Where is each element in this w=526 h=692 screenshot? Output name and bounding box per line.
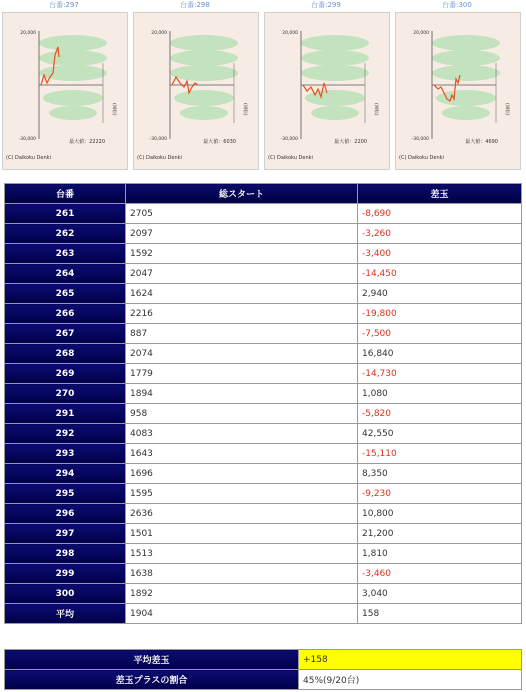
graph-panel <box>133 12 259 170</box>
table-row <box>5 284 522 304</box>
x-axis-label: (回転) <box>373 103 378 116</box>
table-row <box>5 304 522 324</box>
slump-graphs <box>0 0 526 172</box>
slump-graph-300 <box>393 0 521 172</box>
ball-difference-cell: -9,230 <box>358 484 522 504</box>
total-start-cell: 2705 <box>126 204 358 224</box>
summary-table <box>4 649 522 690</box>
y-max-label: 20,000 <box>151 31 167 36</box>
graph-panel <box>2 12 128 170</box>
machine-number-cell: 293 <box>5 444 126 464</box>
table-row <box>5 424 522 444</box>
table-row <box>5 604 522 624</box>
ball-difference-cell: -3,400 <box>358 244 522 264</box>
graph-svg <box>3 13 128 170</box>
ball-difference-cell: -8,690 <box>358 204 522 224</box>
graph-title-link[interactable]: 台番:297 <box>49 1 79 9</box>
graph-title-link[interactable]: 台番:298 <box>180 1 210 9</box>
ball-difference-cell: 1,810 <box>358 544 522 564</box>
table-row <box>5 344 522 364</box>
ball-difference-cell: -14,450 <box>358 264 522 284</box>
y-min-label: -30,000 <box>280 137 298 142</box>
graph-svg <box>265 13 390 170</box>
total-start-cell: 1501 <box>126 524 358 544</box>
table-row <box>5 584 522 604</box>
ball-difference-cell: 16,840 <box>358 344 522 364</box>
machine-number-cell: 300 <box>5 584 126 604</box>
graph-max-value: 最大値：22220 <box>69 139 105 145</box>
machine-number-cell: 296 <box>5 504 126 524</box>
total-start-cell: 1638 <box>126 564 358 584</box>
graph-credit: (C) Daikoku Denki <box>137 155 182 161</box>
machine-number-cell: 262 <box>5 224 126 244</box>
graph-panel <box>395 12 521 170</box>
table-row <box>5 564 522 584</box>
total-start-cell: 2074 <box>126 344 358 364</box>
total-start-cell: 1592 <box>126 244 358 264</box>
ball-difference-cell: -5,820 <box>358 404 522 424</box>
summary-row-plus-ratio <box>5 670 522 690</box>
graph-title-link[interactable]: 台番:299 <box>311 1 341 9</box>
total-start-cell: 887 <box>126 324 358 344</box>
plus-ratio-label: 差玉プラスの割合 <box>5 670 299 690</box>
machine-number-cell: 291 <box>5 404 126 424</box>
x-axis-label: (回転) <box>242 103 247 116</box>
total-start-cell: 1779 <box>126 364 358 384</box>
y-min-label: -30,000 <box>149 137 167 142</box>
machine-number-cell: 268 <box>5 344 126 364</box>
ball-difference-cell: -15,110 <box>358 444 522 464</box>
y-max-label: 20,000 <box>282 31 298 36</box>
machine-number-cell: 265 <box>5 284 126 304</box>
header-machine-number: 台番 <box>5 184 126 204</box>
machine-number-cell: 平均 <box>5 604 126 624</box>
machine-number-cell: 266 <box>5 304 126 324</box>
total-start-cell: 1894 <box>126 384 358 404</box>
table-row <box>5 204 522 224</box>
table-row <box>5 224 522 244</box>
graph-credit: (C) Daikoku Denki <box>268 155 313 161</box>
graph-title-link[interactable]: 台番:300 <box>442 1 472 9</box>
machine-number-cell: 297 <box>5 524 126 544</box>
y-max-label: 20,000 <box>413 31 429 36</box>
slump-graph-299 <box>262 0 390 172</box>
machine-number-cell: 298 <box>5 544 126 564</box>
table-row <box>5 464 522 484</box>
y-max-label: 20,000 <box>20 31 36 36</box>
table-body <box>5 204 522 624</box>
table-row <box>5 504 522 524</box>
graph-panel <box>264 12 390 170</box>
table-row <box>5 264 522 284</box>
ball-difference-cell: -19,800 <box>358 304 522 324</box>
ball-difference-cell: 3,040 <box>358 584 522 604</box>
machine-number-cell: 264 <box>5 264 126 284</box>
table-row <box>5 484 522 504</box>
graph-credit: (C) Daikoku Denki <box>6 155 51 161</box>
total-start-cell: 1595 <box>126 484 358 504</box>
table-row <box>5 324 522 344</box>
table-row <box>5 544 522 564</box>
table-row <box>5 524 522 544</box>
total-start-cell: 1696 <box>126 464 358 484</box>
machine-number-cell: 294 <box>5 464 126 484</box>
machine-data-table <box>4 183 522 624</box>
table-row <box>5 384 522 404</box>
total-start-cell: 1892 <box>126 584 358 604</box>
ball-difference-cell: 158 <box>358 604 522 624</box>
table-header-row <box>5 184 522 204</box>
x-axis-label: (回転) <box>504 103 509 116</box>
table-row <box>5 444 522 464</box>
ball-difference-cell: 8,350 <box>358 464 522 484</box>
header-total-start: 総スタート <box>126 184 358 204</box>
graph-svg <box>396 13 521 170</box>
machine-number-cell: 299 <box>5 564 126 584</box>
machine-number-cell: 295 <box>5 484 126 504</box>
summary-row-average <box>5 650 522 670</box>
header-ball-difference: 差玉 <box>358 184 522 204</box>
average-diff-label: 平均差玉 <box>5 650 299 670</box>
machine-number-cell: 270 <box>5 384 126 404</box>
ball-difference-cell: -3,460 <box>358 564 522 584</box>
ball-difference-cell: 42,550 <box>358 424 522 444</box>
ball-difference-cell: -3,260 <box>358 224 522 244</box>
graph-max-value: 最大値：4690 <box>465 139 498 145</box>
table-row <box>5 364 522 384</box>
machine-number-cell: 267 <box>5 324 126 344</box>
total-start-cell: 2216 <box>126 304 358 324</box>
ball-difference-cell: -7,500 <box>358 324 522 344</box>
x-axis-label: (回転) <box>111 103 116 116</box>
plus-ratio-value: 45%(9/20台) <box>299 670 522 690</box>
table-row <box>5 244 522 264</box>
y-min-label: -30,000 <box>411 137 429 142</box>
total-start-cell: 1624 <box>126 284 358 304</box>
machine-number-cell: 261 <box>5 204 126 224</box>
table-row <box>5 404 522 424</box>
total-start-cell: 1643 <box>126 444 358 464</box>
ball-difference-cell: 21,200 <box>358 524 522 544</box>
graph-max-value: 最大値：6030 <box>203 139 236 145</box>
slump-graph-297 <box>0 0 128 172</box>
total-start-cell: 2047 <box>126 264 358 284</box>
ball-difference-cell: 1,080 <box>358 384 522 404</box>
average-diff-value: +158 <box>299 650 522 670</box>
machine-number-cell: 292 <box>5 424 126 444</box>
graph-svg <box>134 13 259 170</box>
total-start-cell: 4083 <box>126 424 358 444</box>
machine-number-cell: 269 <box>5 364 126 384</box>
slump-graph-298 <box>131 0 259 172</box>
ball-difference-cell: -14,730 <box>358 364 522 384</box>
total-start-cell: 958 <box>126 404 358 424</box>
total-start-cell: 1904 <box>126 604 358 624</box>
ball-difference-cell: 2,940 <box>358 284 522 304</box>
total-start-cell: 1513 <box>126 544 358 564</box>
total-start-cell: 2636 <box>126 504 358 524</box>
total-start-cell: 2097 <box>126 224 358 244</box>
machine-number-cell: 263 <box>5 244 126 264</box>
graph-credit: (C) Daikoku Denki <box>399 155 444 161</box>
y-min-label: -30,000 <box>18 137 36 142</box>
ball-difference-cell: 10,800 <box>358 504 522 524</box>
graph-max-value: 最大値：2200 <box>334 139 367 145</box>
